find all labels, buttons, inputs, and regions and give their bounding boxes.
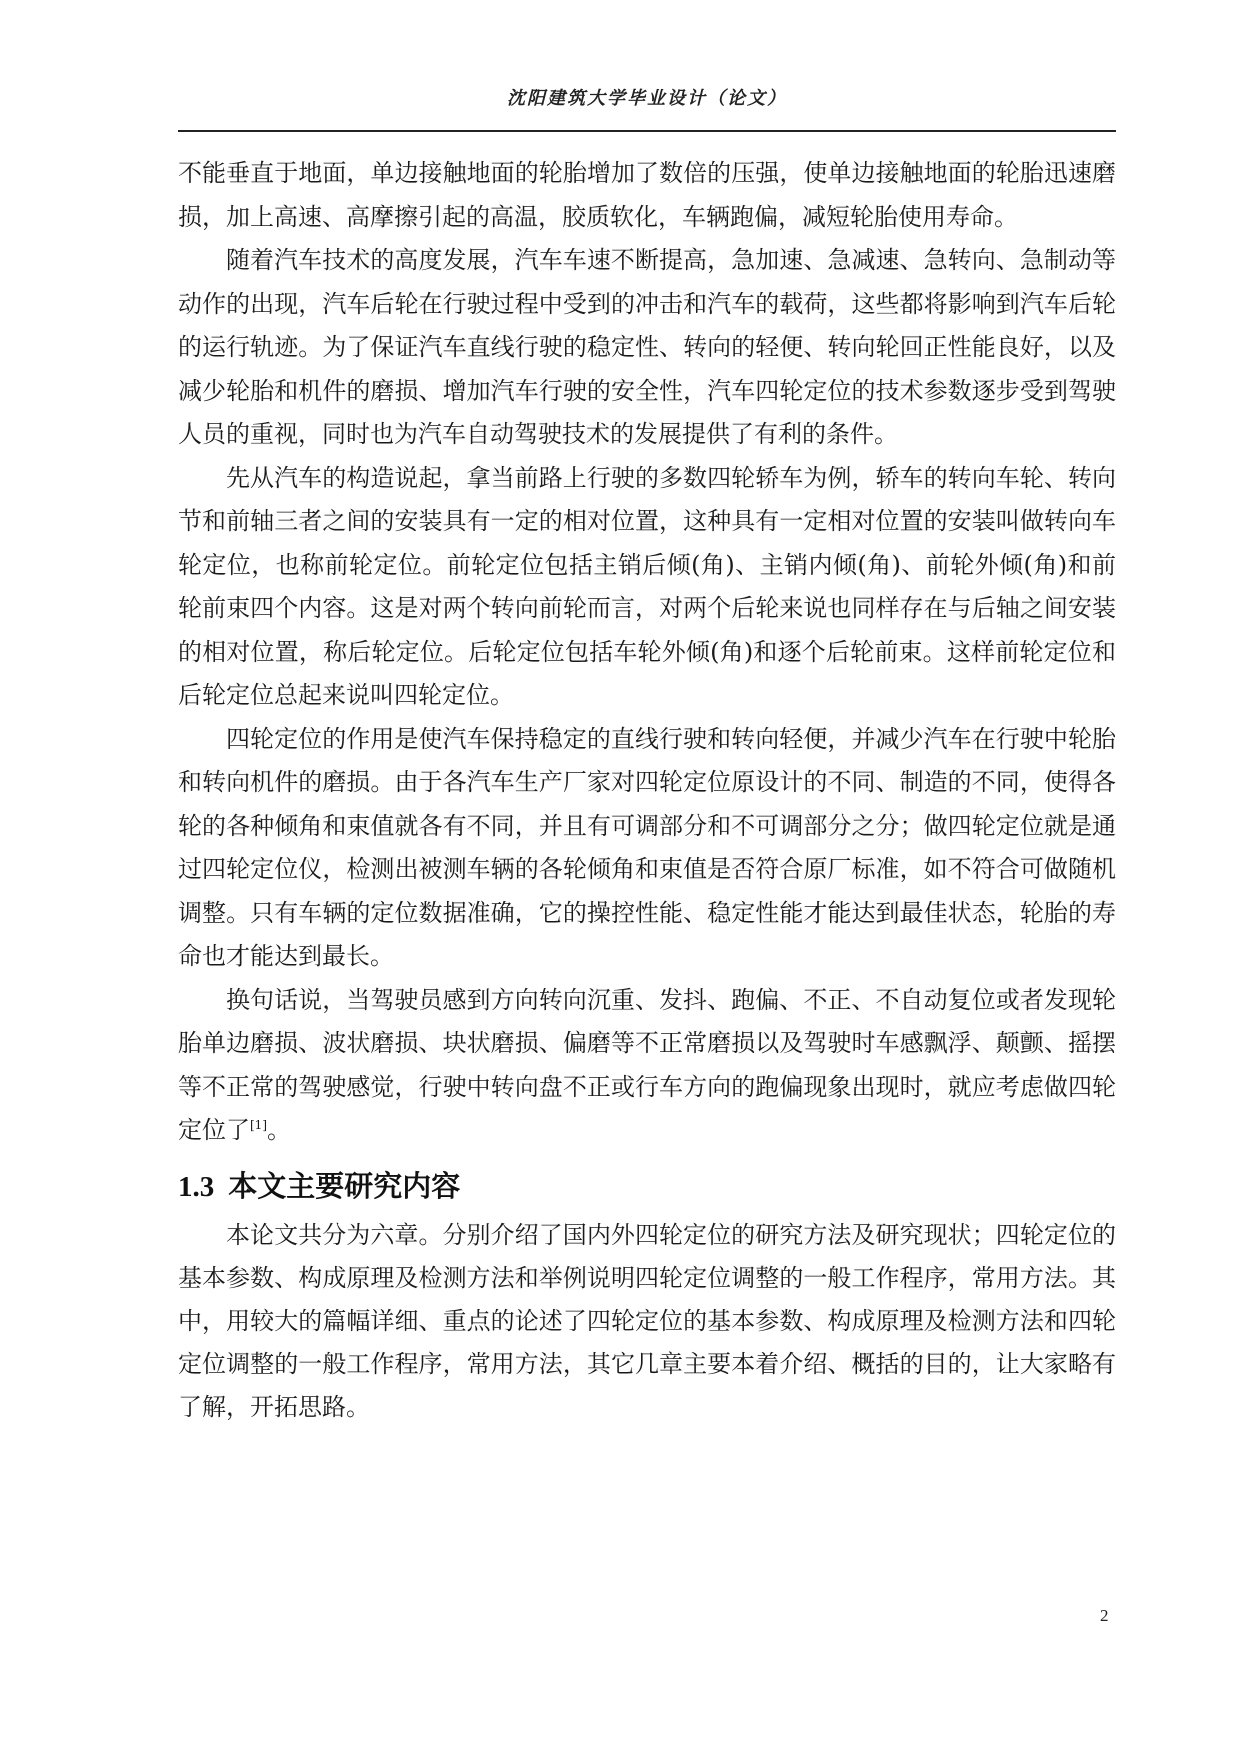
paragraph-wheel-alignment-definition: 先从汽车的构造说起，拿当前路上行驶的多数四轮轿车为例，轿车的转向车轮、转向节和前轴三者之间的安装具有一定的相对位置，这种具有一定相对位置的安装叫做转向车轮定位，也称前轮定位。前轮定位包括主销后倾(角)、主销内倾(角)、前轮外倾(角)和前轮前束四个内容。这是对两个转向前轮而言，对两个后轮来说也同样存在与后轴之间安装的相对位置，称后轮定位。后轮定位包括车轮外倾(角)和逐个后轮前束。这样前轮定位和后轮定位总起来说叫四轮定位。 (178, 463, 1116, 709)
paragraph-continuation: 不能垂直于地面，单边接触地面的轮胎增加了数倍的压强，使单边接触地面的轮胎迅速磨损，加上高速、高摩擦引起的高温，胶质软化，车辆跑偏，减短轮胎使用寿命。 (178, 159, 1116, 231)
paragraph-alignment-symptoms (178, 979, 1116, 1153)
paragraph-thesis-overview: 本论文共分为六章。分别介绍了国内外四轮定位的研究方法及研究现状；四轮定位的基本参数、构成原理及检测方法和举例说明四轮定位调整的一般工作程序，常用方法。其中，用较大的篇幅详细、重点的论述了四轮定位的基本参数、构成原理及检测方法和四轮定位调整的一般工作程序，常用方法，其它几章主要本着介绍、概括的目的，让大家略有了解，开拓思路。 (178, 1220, 1116, 1421)
paragraph-end-mark: 。 (267, 1116, 291, 1144)
paragraph-alignment-purpose: 四轮定位的作用是使汽车保持稳定的直线行驶和转向轻便，并减少汽车在行驶中轮胎和转向机件的磨损。由于各汽车生产厂家对四轮定位原设计的不同、制造的不同，使得各轮的各种倾角和束值就各有不同，并且有可调部分和不可调部分之分；做四轮定位就是通过四轮定位仪，检测出被测车辆的各轮倾角和束值是否符合原厂标准，如不符合可做随机调整。只有车辆的定位数据准确，它的操控性能、稳定性能才能达到最佳状态，轮胎的寿命也才能达到最长。 (178, 724, 1116, 970)
header-rule (178, 130, 1116, 132)
section-heading (178, 1161, 1116, 1212)
page-number: 2 (1100, 1606, 1109, 1625)
section-number: 1.3 (178, 1170, 215, 1203)
document-body (178, 152, 1116, 1429)
paragraph-automotive-development: 随着汽车技术的高度发展，汽车车速不断提高，急加速、急减速、急转向、急制动等动作的出现，汽车后轮在行驶过程中受到的冲击和汽车的载荷，这些都将影响到汽车后轮的运行轨迹。为了保证汽车直线行驶的稳定性、转向的轻便、转向轮回正性能良好，以及减少轮胎和机件的磨损、增加汽车行驶的安全性，汽车四轮定位的技术参数逐步受到驾驶人员的重视，同时也为汽车自动驾驶技术的发展提供了有利的条件。 (178, 246, 1116, 448)
section-title: 本文主要研究内容 (228, 1168, 461, 1203)
running-header: 沈阳建筑大学毕业设计（论文） (507, 88, 787, 109)
paragraph-text: 换句话说，当驾驶员感到方向转向沉重、发抖、跑偏、不正、不自动复位或者发现轮胎单边磨损、波状磨损、块状磨损、偏磨等不正常磨损以及驾驶时车感飘浮、颠颤、摇摆等不正常的驾驶感觉，行驶中转向盘不正或行车方向的跑偏现象出现时，就应考虑做四轮定位了 (178, 985, 1116, 1144)
citation-reference: [1] (250, 1118, 267, 1132)
